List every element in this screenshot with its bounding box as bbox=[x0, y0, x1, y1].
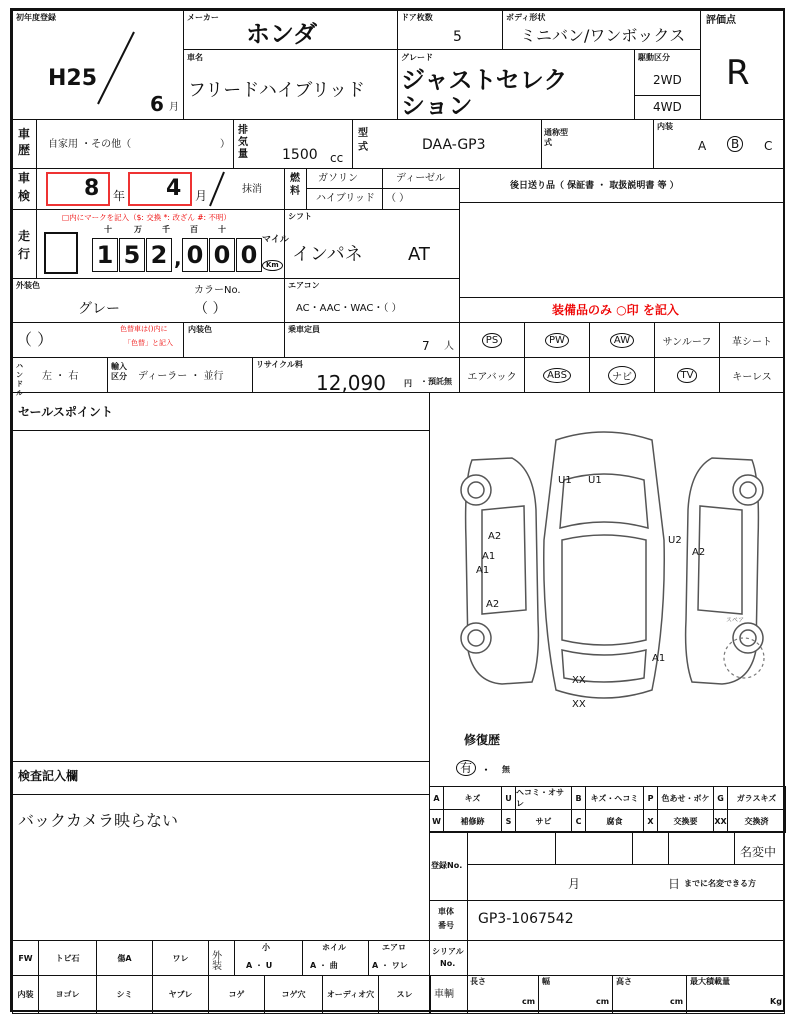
ac-label: エアコン bbox=[288, 281, 320, 290]
exterior-color: グレー bbox=[78, 301, 120, 317]
width-unit: cm bbox=[596, 997, 610, 1006]
grade-score-value: R bbox=[726, 53, 750, 93]
inspection-year-unit: 年 bbox=[113, 189, 126, 203]
history-label-2: 歴 bbox=[18, 143, 31, 157]
legend-desc: 補修跡 bbox=[443, 809, 502, 833]
interior-cell: スレ bbox=[378, 975, 431, 1014]
registration-divider bbox=[467, 831, 468, 901]
history-close: ） bbox=[220, 139, 230, 150]
mark-a2-right: A2 bbox=[692, 547, 706, 558]
type-value: DAA-GP3 bbox=[422, 137, 486, 153]
equip-tv-label: TV bbox=[677, 368, 698, 383]
grade-label: グレード bbox=[401, 53, 433, 62]
frame-divider-0 bbox=[467, 975, 468, 1014]
common-type-label: 通称型式 bbox=[544, 128, 568, 147]
ac-options: AC・AAC・WAC・（ ） bbox=[296, 303, 402, 314]
equip-ps bbox=[459, 322, 525, 358]
legend-code: XX bbox=[713, 809, 728, 833]
inspection-label-2: 検 bbox=[18, 189, 31, 203]
spare-label: スペア bbox=[726, 617, 745, 624]
handle-value: 左 ・ 右 bbox=[42, 371, 79, 382]
registration-box bbox=[429, 831, 785, 901]
type-label: 型式 bbox=[358, 128, 368, 153]
serial-no: No. bbox=[440, 959, 456, 968]
later-items-label: 後日送り品（ 保証書 ・ 取扱説明書 等 ） bbox=[510, 181, 679, 191]
chassis-label-2: 番号 bbox=[438, 921, 454, 930]
sales-points-label: セールスポイント bbox=[18, 405, 113, 419]
legend-desc: 交換要 bbox=[657, 809, 714, 833]
mark-a1-left-1: A1 bbox=[482, 551, 496, 562]
displacement-value: 1500 bbox=[282, 147, 318, 163]
equip-airbag bbox=[459, 357, 525, 393]
import-value: ディーラー ・ 並行 bbox=[138, 371, 224, 382]
interior-grade-c: C bbox=[764, 139, 773, 153]
color-note-2: 「色替」と記入 bbox=[124, 339, 173, 347]
model-value: フリードハイブリッド bbox=[188, 80, 365, 101]
mileage-unit-km: Km bbox=[262, 260, 283, 271]
mark-a2-left-front: A2 bbox=[488, 531, 502, 542]
doors-value: 5 bbox=[453, 29, 462, 45]
legend-desc: 色あせ・ボケ bbox=[657, 786, 714, 810]
place-label-1: 万 bbox=[134, 225, 142, 234]
mark-a1-right: A1 bbox=[652, 653, 666, 664]
interior-cell: コゲ bbox=[208, 975, 265, 1014]
ext-divider-1 bbox=[234, 940, 235, 976]
reg-day-unit: 日 bbox=[668, 877, 681, 891]
interior-grade-a: A bbox=[698, 139, 707, 153]
mileage-divider bbox=[36, 209, 37, 279]
equip-keyless-label: キーレス bbox=[732, 371, 772, 383]
place-label-3: 百 bbox=[190, 225, 198, 234]
max-load-unit: Kg bbox=[770, 997, 782, 1006]
exterior-color-label: 外装色 bbox=[16, 281, 40, 290]
fw-cell: FW bbox=[12, 940, 39, 976]
max-load-label: 最大積載量 bbox=[690, 977, 730, 986]
mark-u1-a: U1 bbox=[558, 475, 572, 486]
legend-code: U bbox=[501, 786, 516, 810]
equip-leather bbox=[719, 322, 785, 358]
length-label: 長さ bbox=[470, 977, 486, 986]
capacity-label: 乗車定員 bbox=[288, 325, 320, 334]
mileage-digit-2: 5 bbox=[119, 238, 145, 272]
car-windshield bbox=[560, 474, 648, 528]
reg-cell-1 bbox=[555, 831, 556, 864]
inspection-label-1: 車 bbox=[18, 171, 31, 185]
equip-abs-label: ABS bbox=[543, 368, 571, 383]
equip-airbag-label: エアバック bbox=[467, 371, 517, 383]
aero-label: エアロ bbox=[382, 943, 406, 952]
equip-leather-label: 革シート bbox=[732, 336, 772, 348]
auction-sheet bbox=[10, 8, 785, 1012]
sales-points-rule bbox=[12, 430, 430, 431]
import-label: 輸入区分 bbox=[111, 362, 127, 381]
chassis-label-1: 車体 bbox=[438, 907, 454, 916]
check-entry-text: バックカメラ映らない bbox=[18, 811, 179, 830]
length-unit: cm bbox=[522, 997, 536, 1006]
drive-label: 駆動区分 bbox=[638, 53, 670, 62]
shift-position: インパネ bbox=[292, 244, 363, 265]
inspection-year: 8 bbox=[84, 176, 100, 201]
mark-a1-left-2: A1 bbox=[476, 565, 490, 576]
equip-tv bbox=[654, 357, 720, 393]
legend-desc: 交換済 bbox=[727, 809, 786, 833]
legend-code: A bbox=[429, 786, 444, 810]
fuel-divider-v2 bbox=[382, 168, 383, 210]
wheel-opts: A ・ 曲 bbox=[310, 961, 338, 970]
equip-header: 装備品のみ ○印 を記入 bbox=[552, 303, 679, 317]
legend-desc: キズ・ヘコミ bbox=[585, 786, 644, 810]
reg-month-unit-2: 月 bbox=[568, 877, 581, 891]
registration-label: 登録No. bbox=[431, 861, 463, 870]
interior-grade-b: B bbox=[727, 136, 743, 152]
check-entry-label: 検査記入欄 bbox=[18, 769, 79, 783]
shift-type: AT bbox=[408, 244, 430, 265]
equip-pw bbox=[524, 322, 590, 358]
color-box bbox=[12, 278, 285, 323]
chassis-number: GP3-1067542 bbox=[478, 911, 574, 927]
fuel-diesel: ディーゼル bbox=[396, 173, 445, 184]
mileage-digit-3: 2 bbox=[146, 238, 172, 272]
grade-line2: ション bbox=[401, 92, 473, 120]
legend-code: C bbox=[571, 809, 586, 833]
place-label-4: 十 bbox=[218, 225, 226, 234]
inspection-month-unit: 月 bbox=[195, 189, 208, 203]
legend-code: G bbox=[713, 786, 728, 810]
maker-label: メーカー bbox=[187, 13, 219, 22]
fuel-divider-h bbox=[306, 188, 460, 189]
fuel-other: （ ） bbox=[386, 193, 410, 204]
legend-code: B bbox=[571, 786, 586, 810]
serial-divider bbox=[467, 940, 468, 976]
color-note-1: 色替車は()内に bbox=[120, 325, 168, 333]
equip-navi-label: ナビ bbox=[608, 366, 636, 385]
width-label: 幅 bbox=[542, 977, 550, 986]
place-label-0: 十 bbox=[104, 225, 112, 234]
interior-color-label: 内装色 bbox=[188, 325, 212, 334]
color-no-label: カラーNo. bbox=[194, 285, 241, 296]
recycle-value: 12,090 bbox=[316, 371, 386, 395]
recycle-unit: 円 bbox=[404, 379, 412, 388]
equip-sunroof bbox=[654, 322, 720, 358]
repair-label: 修復歴 bbox=[464, 733, 501, 747]
inspection-divider bbox=[36, 168, 37, 210]
check-entry-box bbox=[12, 761, 430, 941]
inspection-year-box bbox=[46, 172, 110, 206]
history-value: 自家用 ・その他（ bbox=[48, 139, 132, 150]
reg-note: までに名変できる方 bbox=[684, 879, 756, 888]
legend-desc: ヘコミ・オサレ bbox=[515, 786, 572, 810]
frame-divider-1 bbox=[538, 975, 539, 1014]
interior-cell: オーディオ穴 bbox=[322, 975, 379, 1014]
legend-desc: サビ bbox=[515, 809, 572, 833]
grade-line1: ジャストセレク bbox=[401, 66, 568, 94]
maker-value: ホンダ bbox=[246, 20, 318, 48]
color-no-paren: （ ） bbox=[194, 301, 227, 317]
chassis-divider bbox=[467, 900, 468, 941]
doors-label: ドア枚数 bbox=[401, 13, 433, 22]
aero-opts: A ・ ワレ bbox=[372, 961, 408, 970]
reg-cell-4 bbox=[734, 831, 735, 864]
fuel-divider-v bbox=[306, 168, 307, 210]
inspection-slash bbox=[206, 170, 228, 208]
mileage-note: □内にマークを記入（$: 交換 *: 改ざん #: 不明） bbox=[62, 213, 231, 222]
equip-abs bbox=[524, 357, 590, 393]
displacement-label: 排気量 bbox=[238, 125, 248, 160]
fw-cell: ワレ bbox=[152, 940, 209, 976]
equip-keyless bbox=[719, 357, 785, 393]
name-change: 名変中 bbox=[740, 845, 777, 859]
recycle-deposit: ・預託無 bbox=[420, 377, 452, 386]
interior-cell: ヨゴレ bbox=[38, 975, 97, 1014]
mileage-digit-0 bbox=[44, 232, 78, 274]
inspection-erased: 抹消 bbox=[242, 184, 262, 195]
ext-divider-3 bbox=[368, 940, 369, 976]
body-value: ミニバン/ワンボックス bbox=[520, 26, 686, 45]
interior-cell: コゲ穴 bbox=[264, 975, 323, 1014]
model-label: 車名 bbox=[187, 53, 203, 62]
reg-cell-2 bbox=[632, 831, 633, 864]
equip-aw-label: AW bbox=[610, 333, 634, 348]
fw-cell: トビ石 bbox=[38, 940, 97, 976]
registration-rule bbox=[467, 864, 785, 865]
repair-dot: ・ bbox=[480, 763, 493, 777]
reg-date-label: 初年度登録 bbox=[16, 13, 56, 22]
exterior-label: 外装 bbox=[212, 951, 222, 972]
mark-xx-1: XX bbox=[572, 675, 586, 686]
interior-grade-label: 内装 bbox=[657, 122, 673, 131]
place-label-2: 千 bbox=[162, 225, 170, 234]
small-opts: A ・ U bbox=[246, 961, 273, 970]
fuel-hybrid: ハイブリッド bbox=[316, 193, 375, 204]
drive-4wd: 4WD bbox=[653, 100, 682, 114]
small-label: 小 bbox=[262, 943, 270, 952]
mileage-separator: , bbox=[174, 246, 182, 270]
frame-label: 車輌 bbox=[434, 989, 454, 1000]
mark-xx-2: XX bbox=[572, 699, 586, 710]
reg-month: 6 bbox=[150, 92, 164, 116]
frame-divider-2 bbox=[612, 975, 613, 1014]
repair-no: 無 bbox=[502, 765, 510, 774]
paren-row: （ ） bbox=[16, 330, 54, 349]
fw-cell: 傷A bbox=[96, 940, 153, 976]
grade-score-label: 評価点 bbox=[706, 15, 736, 26]
equip-sunroof-label: サンルーフ bbox=[662, 336, 712, 348]
drive-divider bbox=[634, 95, 701, 96]
mark-a2-left-rear: A2 bbox=[486, 599, 500, 610]
body-label: ボディ形状 bbox=[506, 13, 546, 22]
legend-code: W bbox=[429, 809, 444, 833]
interior-cell: シミ bbox=[96, 975, 153, 1014]
car-right-windows bbox=[698, 506, 742, 614]
mileage-unit-mile: マイル bbox=[262, 235, 289, 245]
reg-month-unit: 月 bbox=[169, 102, 179, 113]
legend-desc: キズ bbox=[443, 786, 502, 810]
mark-u1-b: U1 bbox=[588, 475, 602, 486]
check-entry-rule bbox=[12, 794, 430, 795]
mileage-digit-1: 1 bbox=[92, 238, 118, 272]
reg-date-slash bbox=[92, 28, 142, 108]
equip-aw bbox=[589, 322, 655, 358]
mileage-digit-4: 0 bbox=[182, 238, 208, 272]
legend-desc: 腐食 bbox=[585, 809, 644, 833]
interior-cell: 内装 bbox=[12, 975, 39, 1014]
height-label: 高さ bbox=[616, 977, 632, 986]
legend-code: X bbox=[643, 809, 658, 833]
interior-cell: ヤブレ bbox=[152, 975, 209, 1014]
history-label-1: 車 bbox=[18, 127, 31, 141]
recycle-label: リサイクル料 bbox=[256, 360, 303, 369]
capacity-unit: 人 bbox=[444, 341, 454, 352]
equip-pw-label: PW bbox=[545, 333, 569, 348]
handle-label: ハンドル bbox=[16, 362, 23, 397]
sales-points-box bbox=[12, 392, 430, 762]
legend-code: P bbox=[643, 786, 658, 810]
inspection-month-box bbox=[128, 172, 192, 206]
fuel-gas: ガソリン bbox=[318, 173, 358, 184]
history-divider bbox=[36, 119, 37, 169]
inspection-month: 4 bbox=[166, 176, 182, 201]
frame-divider-3 bbox=[686, 975, 687, 1014]
car-diagram bbox=[452, 420, 772, 720]
drive-2wd: 2WD bbox=[653, 73, 682, 87]
car-roof bbox=[562, 535, 646, 645]
later-items-divider bbox=[459, 202, 785, 203]
fuel-label-text: 燃料 bbox=[290, 173, 300, 197]
legend-code: S bbox=[501, 809, 516, 833]
equip-ps-label: PS bbox=[482, 333, 502, 348]
mileage-label-2: 行 bbox=[18, 247, 31, 261]
reg-cell-3 bbox=[668, 831, 669, 864]
serial-box bbox=[429, 940, 785, 976]
capacity-value: 7 bbox=[422, 339, 430, 353]
shift-label: シフト bbox=[288, 212, 312, 221]
equip-navi bbox=[589, 357, 655, 393]
displacement-unit: cc bbox=[330, 151, 344, 165]
ext-divider-2 bbox=[302, 940, 303, 976]
reg-year: H25 bbox=[48, 66, 98, 91]
wheel-label: ホイル bbox=[322, 943, 346, 952]
repair-yes: 有 bbox=[456, 760, 476, 776]
legend-desc: ガラスキズ bbox=[727, 786, 786, 810]
mileage-label-1: 走 bbox=[18, 229, 31, 243]
height-unit: cm bbox=[670, 997, 684, 1006]
mark-u2-right: U2 bbox=[668, 535, 682, 546]
mileage-digit-6: 0 bbox=[236, 238, 262, 272]
serial-label: シリアル bbox=[432, 947, 464, 956]
mileage-digit-5: 0 bbox=[209, 238, 235, 272]
